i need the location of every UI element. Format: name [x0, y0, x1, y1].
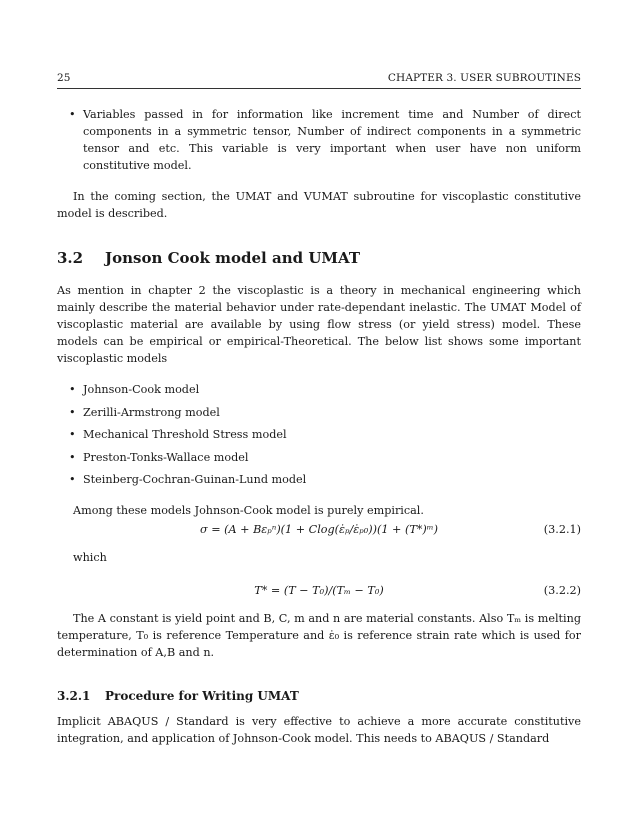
section-paragraph: As mention in chapter 2 the viscoplastic is a theory in mechanical engineering which mainly describe the material behavior under rate-dependant inelastic. The UMAT Model of viscoplastic material are available by using flow stress (or yield stress) model. These models can be empirical or empirical-Theoretical. The below list shows some important viscoplastic models	[57, 284, 581, 365]
model-item: Preston-Tonks-Wallace model	[83, 450, 249, 464]
intro-paragraph: In the coming section, the UMAT and VUMAT subroutine for viscoplastic constitutive model is described.	[57, 190, 581, 220]
model-item: Mechanical Threshold Stress model	[83, 428, 287, 442]
list-item	[57, 404, 581, 421]
bullet-icon: •	[69, 383, 76, 396]
subsection-paragraph: Implicit ABAQUS / Standard is very effective to achieve a more accurate constitutive integration, and application of Johnson-Cook model. This needs to ABAQUS / Standard	[57, 714, 581, 745]
subsection-title: Procedure for Writing UMAT	[105, 688, 299, 703]
model-item: Zerilli-Armstrong model	[83, 405, 220, 419]
section-title: Jonson Cook model and UMAT	[105, 249, 360, 267]
bullet-icon: •	[69, 428, 76, 442]
page-body	[57, 106, 581, 747]
list-item	[57, 471, 581, 488]
models-list	[57, 381, 581, 488]
constants-paragraph: The A constant is yield point and B, C, m and n are material constants. Also Tₘ is melting temperature, T₀ is reference Temperature and ε̇₀ is reference strain rate which is used for determination of A,B and n.	[57, 611, 581, 659]
section-number: 3.2	[57, 249, 84, 267]
equation-formula: σ = (A + Bεₚⁿ)(1 + Clog(ε̇ₚ/ε̇ₚ₀))(1 + (T*)ᵐ)	[200, 522, 438, 536]
bullet-icon: •	[69, 450, 76, 464]
subsection-heading	[57, 687, 581, 705]
model-item: Steinberg-Cochran-Guinan-Lund model	[83, 473, 307, 487]
equation-3-2-1	[57, 519, 581, 541]
page-number: 25	[57, 72, 71, 84]
chapter-title: CHAPTER 3. USER SUBROUTINES	[387, 72, 581, 84]
header-rule	[57, 88, 581, 89]
list-item	[57, 381, 581, 398]
list-item	[57, 449, 581, 466]
bullet-icon: •	[69, 473, 76, 487]
equation-formula: T* = (T − T₀)/(Tₘ − T₀)	[254, 583, 384, 597]
equation-label: (3.2.1)	[543, 522, 581, 536]
list-item	[57, 426, 581, 443]
bullet-icon: •	[69, 108, 76, 121]
among-text: Among these models Johnson-Cook model is purely empirical.	[73, 503, 424, 517]
intro-bullet-text: Variables passed in for information like increment time and Number of direct components in a symmetric tensor, Number of indirect components in a symmetric tensor and etc. This variable is very important when user have non uniform constitutive model.	[83, 108, 581, 172]
equation-3-2-2	[57, 580, 581, 602]
bullet-icon: •	[69, 405, 76, 419]
equation-label: (3.2.2)	[543, 583, 581, 597]
list-item	[57, 106, 581, 174]
subsection-number: 3.2.1	[57, 688, 91, 703]
intro-bullet-list	[57, 106, 581, 174]
which-text: which	[73, 550, 107, 564]
section-heading	[57, 248, 581, 268]
model-item: Johnson-Cook model	[83, 383, 200, 396]
